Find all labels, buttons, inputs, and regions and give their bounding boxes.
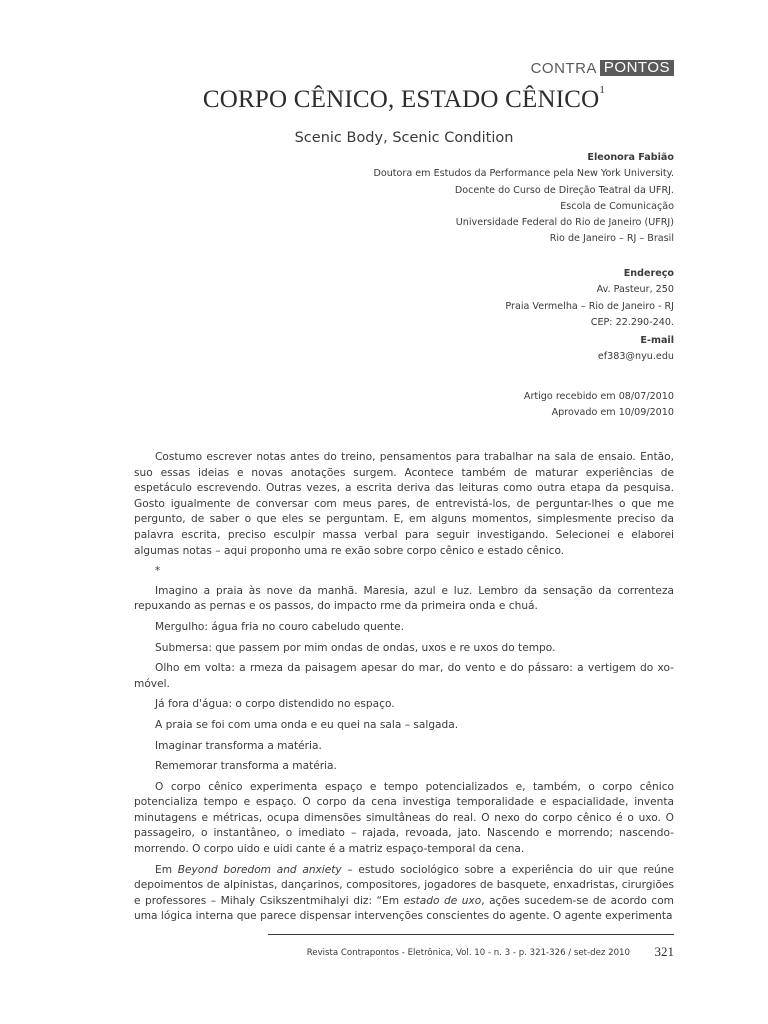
- address-block: [505, 266, 674, 331]
- text-run: – estudo sociológico sobre a experiência do uir que reúne depoimentos de alpinistas, dançarinos, compositores, jogadores de basquete, enxadristas, cirurgiões e professores – Mihaly Csikszentmihalyi diz: “Em: [134, 863, 674, 907]
- email-label: E-mail: [640, 335, 674, 346]
- address-line: CEP: 22.290-240.: [590, 316, 674, 328]
- text-run: , ações sucedem-se de acordo com uma lógica interna que parece dispensar intervenções conscientes do agente. O agente experimenta: [134, 894, 674, 923]
- paragraph: Já fora d'água: o corpo distendido no espaço.: [155, 698, 395, 711]
- paragraph: Imagino a praia às nove da manhã. Maresia, azul e luz. Lembro da sensação da correnteza repuxando as pernas e os passos, do impacto rme da primeira onda e chuá.: [134, 584, 674, 613]
- dates-block: [524, 389, 674, 422]
- paragraph: Costumo escrever notas antes do treino, pensamentos para trabalhar na sala de ensaio. Então, suo essas ideias e novas anotações surgem. Acontece também de maturar experiências de espetáculo escrevendo. Outras vezes, a escrita deriva das leituras como outra etapa da pesquisa. Gosto igualmente de conversar com meus pares, de entrevistá-los, de perguntar-lhes o que me pergunto, de saber o que eles se perguntam. E, em alguns momentos, simplesmente preciso da palavra escrita, preciso esculpir massa verbal para seguir investigando. Selecionei e elaborei algumas notas – aqui proponho uma re exão sobre corpo cênico e estado cênico.: [134, 451, 674, 557]
- author-line: Doutora em Estudos da Performance pela New York University.: [373, 168, 674, 180]
- address-label: Endereço: [623, 268, 674, 279]
- text-run: Em: [155, 863, 178, 876]
- address-line: Praia Vermelha – Rio de Janeiro - RJ: [505, 300, 674, 312]
- paragraph: Rememorar transforma a matéria.: [155, 760, 337, 773]
- paragraph: Olho em volta: a rmeza da paisagem apesar do mar, do vento e do pássaro: a vertigem do xo-móvel.: [134, 662, 674, 690]
- article-subtitle: Scenic Body, Scenic Condition: [294, 130, 514, 146]
- author-name: Eleonora Fabião: [587, 152, 674, 163]
- section-separator: *: [155, 565, 161, 578]
- article-title: [0, 86, 768, 114]
- paragraph: Imaginar transforma a matéria.: [155, 739, 322, 752]
- author-line: Escola de Comunicação: [560, 200, 674, 212]
- logo-contra: CONTRA: [530, 59, 597, 77]
- paragraph: [134, 863, 674, 925]
- footer-divider: [268, 934, 674, 935]
- paragraph: A praia se foi com uma onda e eu quei na sala – salgada.: [155, 718, 459, 731]
- journal-logo: [531, 60, 674, 76]
- paragraph: Mergulho: água fria no couro cabeludo quente.: [155, 620, 405, 633]
- paragraph: O corpo cênico experimenta espaço e tempo potencializados e, também, o corpo cênico potencializa tempo e espaço. O corpo da cena investiga temporalidade e espacialidade, inventa minutagens e métricas, ocupa dimensões simultâneas do real. O nexo do corpo cênico é o uxo. O passageiro, o instantâneo, o imediato – rajada, revoada, jato. Nascendo e morrendo; nascendo-morrendo. O corpo uido e uidi cante é a matriz espaço-temporal da cena.: [134, 780, 674, 856]
- logo-pontos: PONTOS: [600, 60, 674, 76]
- email-block: [598, 333, 674, 366]
- author-line: Docente do Curso de Direção Teatral da UFRJ.: [454, 184, 674, 196]
- author-line: Universidade Federal do Rio de Janeiro (UFRJ): [455, 217, 674, 229]
- article-title-text: CORPO CÊNICO, ESTADO CÊNICO: [202, 86, 600, 113]
- book-title: Beyond boredom and anxiety: [177, 863, 342, 876]
- email-value: ef383@nyu.edu: [597, 351, 674, 363]
- author-line: Rio de Janeiro – RJ – Brasil: [549, 233, 674, 245]
- address-line: Av. Pasteur, 250: [596, 284, 674, 296]
- received-date: Artigo recebido em 08/07/2010: [523, 391, 674, 402]
- emphasis-term: estado de uxo: [403, 894, 482, 907]
- article-body: [134, 450, 674, 925]
- footnote-marker: 1: [599, 84, 606, 96]
- journal-citation: Revista Contrapontos - Eletrônica, Vol. 10 - n. 3 - p. 321-326 / set-dez 2010: [306, 948, 630, 958]
- author-block: [373, 150, 674, 248]
- paragraph: Submersa: que passem por mim ondas de ondas, uxos e re uxos do tempo.: [155, 641, 556, 654]
- page-number: 321: [654, 944, 674, 959]
- approved-date: Aprovado em 10/09/2010: [551, 407, 674, 419]
